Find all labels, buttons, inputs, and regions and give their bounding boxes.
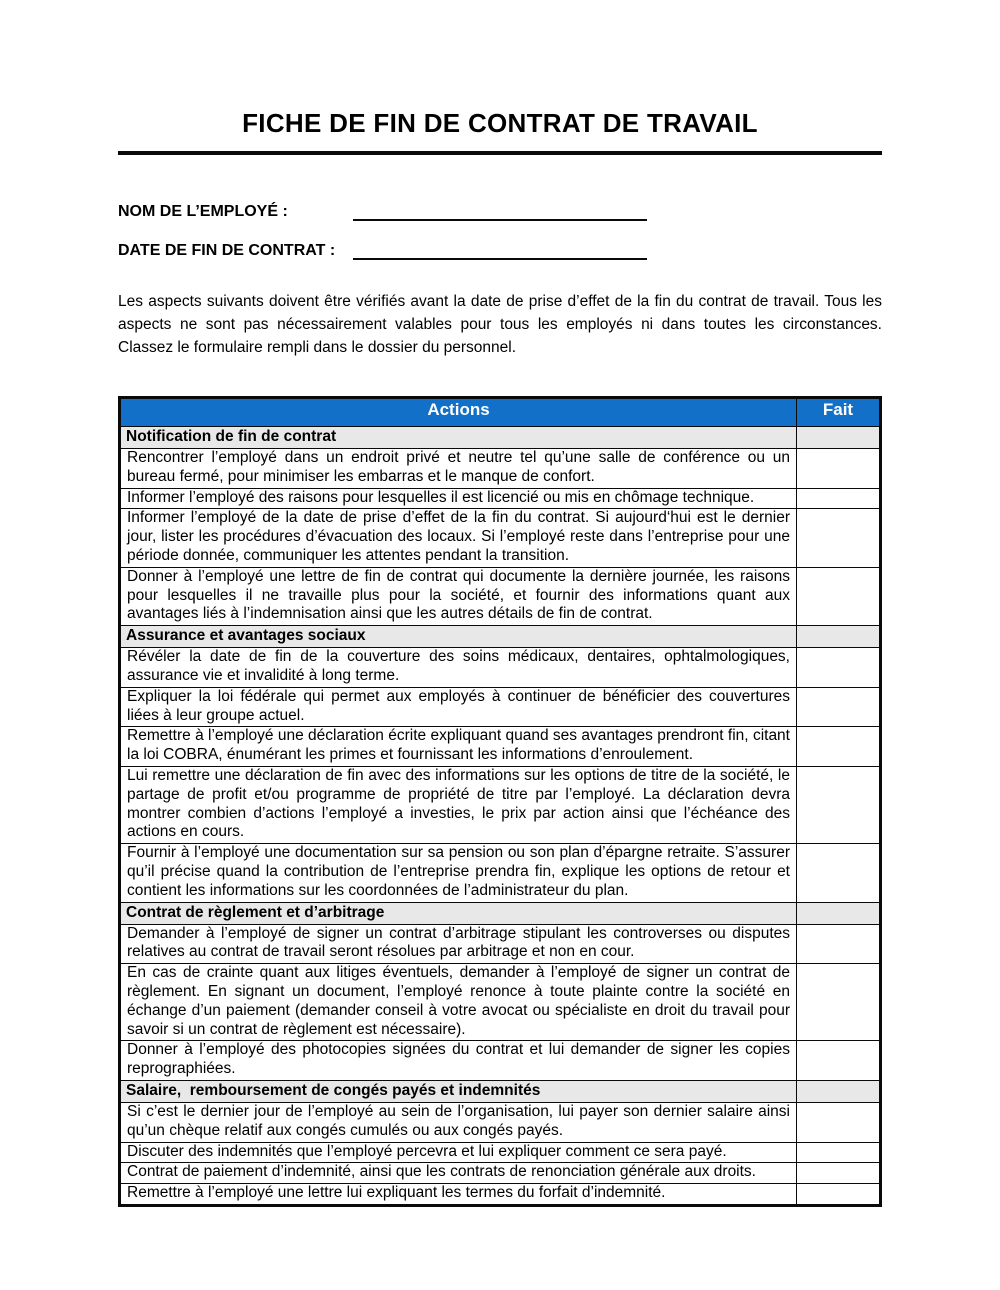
actions-column-header: Actions [120,398,797,427]
fait-checkbox-cell[interactable] [797,766,881,843]
action-text: Informer l’employé des raisons pour lesquelles il est licencié ou mis en chômage technique. [120,488,797,509]
section-fait-cell [797,902,881,924]
fait-checkbox-cell[interactable] [797,727,881,767]
contract-end-date-label: DATE DE FIN DE CONTRAT : [118,242,336,259]
fait-checkbox-cell[interactable] [797,1142,881,1163]
fait-checkbox-cell[interactable] [797,1184,881,1206]
action-text: En cas de crainte quant aux litiges éventuels, demander à l’employé de signer un contrat de règlement. En signant un document, l’employé renonce à toute plainte contre la société en échange d’un paiement (demander conseil à votre avocat ou spécialiste en droit du travail pour savoir si un contrat de règlement est nécessaire). [120,964,797,1041]
employee-name-line[interactable] [353,195,647,221]
action-text: Rencontrer l’employé dans un endroit privé et neutre tel qu’une salle de conférence ou un bureau fermé, pour minimiser les embarras et le manque de confort. [120,449,797,489]
action-text: Discuter des indemnités que l’employé percevra et lui expliquer comment ce sera payé. [120,1142,797,1163]
section-fait-cell [797,427,881,449]
fait-checkbox-cell[interactable] [797,964,881,1041]
section-row [120,902,881,924]
section-row [120,626,881,648]
table-row [120,844,881,902]
fait-checkbox-cell[interactable] [797,449,881,489]
action-text: Remettre à l’employé une lettre lui expliquant les termes du forfait d’indemnité. [120,1184,797,1206]
table-row [120,1163,881,1184]
action-text: Expliquer la loi fédérale qui permet aux employés à continuer de bénéficier des couvertures liées à leur groupe actuel. [120,687,797,727]
section-row [120,427,881,449]
table-row [120,1184,881,1206]
section-title: Contrat de règlement et d’arbitrage [120,902,797,924]
table-row [120,964,881,1041]
section-fait-cell [797,1080,881,1102]
fait-checkbox-cell[interactable] [797,1102,881,1142]
action-text: Révéler la date de fin de la couverture des soins médicaux, dentaires, ophtalmologiques, assurance vie et invalidité à long terme. [120,648,797,688]
table-row [120,567,881,625]
section-title: Assurance et avantages sociaux [120,626,797,648]
intro-paragraph: Les aspects suivants doivent être vérifiés avant la date de prise d’effet de la fin du contrat de travail. Tous les aspects ne sont pas nécessairement valables pour tous les employés ni dans toutes les circonstances. Classez le formulaire rempli dans le dossier du personnel. [118,293,882,356]
table-row [120,687,881,727]
title-divider [118,151,882,155]
section-row [120,1080,881,1102]
table-row [120,1142,881,1163]
table-row [120,727,881,767]
action-text: Contrat de paiement d’indemnité, ainsi que les contrats de renonciation générale aux droits. [120,1163,797,1184]
action-text: Si c’est le dernier jour de l’employé au sein de l’organisation, lui payer son dernier salaire ainsi qu’un chèque relatif aux congés cumulés ou aux congés payés. [120,1102,797,1142]
contract-end-date-row [118,234,882,260]
table-row [120,1041,881,1081]
action-text: Donner à l’employé une lettre de fin de contrat qui documente la dernière journée, les raisons pour lesquelles il ne travaille plus pour la société, et fournir des informations quant aux avantages liés à l’indemnisation ainsi que les autres détails de fin de contrat. [120,567,797,625]
header-fields [118,195,882,260]
fait-checkbox-cell[interactable] [797,509,881,567]
action-text: Lui remettre une déclaration de fin avec des informations sur les options de titre de la société, le partage de profit et/ou programme de propriété de titre par l’employé. La déclaration devra montrer combien d’actions l’employé a investies, le prix par action ainsi que l’échéance des actions en cours. [120,766,797,843]
action-text: Remettre à l’employé une déclaration écrite expliquant quand ses avantages prendront fin, citant la loi COBRA, énumérant les primes et fournissant les informations d’enroulement. [120,727,797,767]
section-title: Salaire, remboursement de congés payés et indemnités [120,1080,797,1102]
fait-checkbox-cell[interactable] [797,687,881,727]
fait-checkbox-cell[interactable] [797,1041,881,1081]
action-text: Fournir à l’employé une documentation sur sa pension ou son plan d’épargne retraite. S’assurer qu’il précise quand la contribution de l’entreprise prendra fin, explique les options de retour et contient les informations sur les coordonnées de l’administrateur du plan. [120,844,797,902]
fait-checkbox-cell[interactable] [797,924,881,964]
checklist-body [120,427,881,1206]
fait-column-header: Fait [797,398,881,427]
action-text: Informer l’employé de la date de prise d’effet de la fin du contrat. Si aujourd‘hui est le dernier jour, lister les procédures d’évacuation des locaux. Si l’employé reste dans l’entreprise pour une période donnée, communiquer les attentes pendant la transition. [120,509,797,567]
table-header-row [120,398,881,427]
table-row [120,488,881,509]
section-title: Notification de fin de contrat [120,427,797,449]
table-row [120,924,881,964]
fait-checkbox-cell[interactable] [797,488,881,509]
employee-name-label: NOM DE L’EMPLOYÉ : [118,203,288,220]
section-fait-cell [797,626,881,648]
table-row [120,449,881,489]
fait-checkbox-cell[interactable] [797,844,881,902]
fait-checkbox-cell[interactable] [797,1163,881,1184]
action-text: Demander à l’employé de signer un contrat d’arbitrage stipulant les controverses ou disputes relatives au contrat de travail seront résolues par arbitrage et non en cour. [120,924,797,964]
table-row [120,1102,881,1142]
table-row [120,766,881,843]
employee-name-row [118,195,882,221]
checklist-table [118,396,882,1207]
fait-checkbox-cell[interactable] [797,567,881,625]
table-row [120,648,881,688]
table-row [120,509,881,567]
page-title: FICHE DE FIN DE CONTRAT DE TRAVAIL [242,108,758,138]
action-text: Donner à l’employé des photocopies signées du contrat et lui demander de signer les copies reprographiées. [120,1041,797,1081]
fait-checkbox-cell[interactable] [797,648,881,688]
contract-end-date-line[interactable] [353,234,647,260]
